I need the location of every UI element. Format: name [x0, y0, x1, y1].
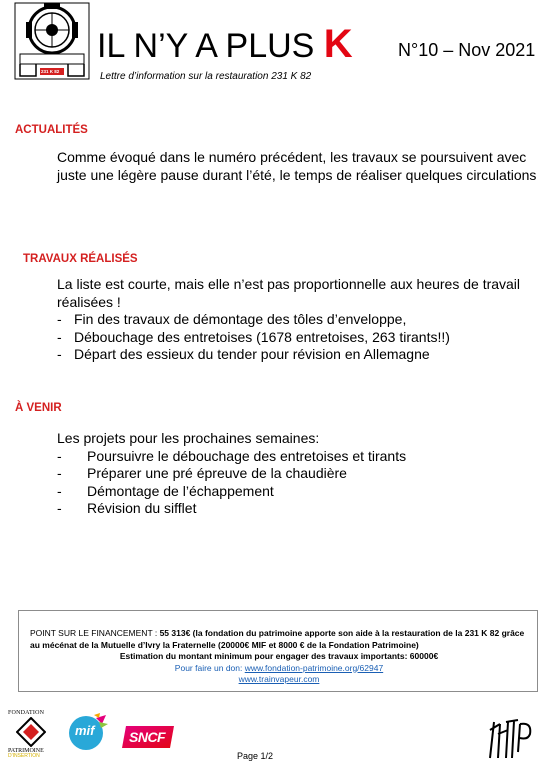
title-k: K: [323, 22, 353, 66]
actualites-text: Comme évoqué dans le numéro précédent, les travaux se poursuivent avec juste une légère pause durant l’été, le temps de réaliser quelques circulations: [57, 149, 537, 183]
avenir-block: [57, 430, 537, 518]
financement-label: POINT SUR LE FINANCEMENT :: [30, 628, 160, 638]
list-item: - Débouchage des entretoises (1678 entretoises, 263 tirants!!): [57, 329, 537, 347]
financement-text: [30, 628, 528, 686]
newsletter-title: [97, 22, 353, 67]
cftvp-logo: [486, 716, 542, 761]
mif-logo-text: mif: [75, 723, 95, 738]
list-item: - Préparer une pré épreuve de la chaudière: [57, 465, 537, 483]
avenir-intro: Les projets pour les prochaines semaines:: [57, 430, 320, 446]
financement-amount: 55 313€: [159, 628, 191, 638]
title-main: IL N’Y A PLUS: [97, 27, 324, 65]
cftvp-logo-text: [486, 716, 489, 717]
loco-plate-text: 231 K 82: [41, 69, 60, 74]
list-item: - Poursuivre le débouchage des entretoises et tirants: [57, 448, 537, 466]
avenir-list: [57, 448, 537, 518]
don-link[interactable]: www.fondation-patrimoine.org/62947: [244, 662, 384, 673]
list-item: - Démontage de l’échappement: [57, 483, 537, 501]
financement-estimation: Estimation du montant minimum pour engager des travaux importants: 60000€: [119, 651, 439, 661]
page-number: Page 1/2: [237, 751, 274, 761]
don-label: Pour faire un don:: [174, 662, 245, 673]
fondation-logo-line1: FONDATION: [8, 710, 45, 716]
don-line: [30, 663, 528, 675]
travaux-intro: La liste est courte, mais elle n’est pas proportionnelle aux heures de travail réalisées !: [57, 276, 521, 310]
section-title-actualites: ACTUALITÉS: [15, 124, 88, 136]
list-item: - Départ des essieux du tender pour révision en Allemagne: [57, 346, 537, 364]
section-title-avenir: À VENIR: [15, 402, 62, 414]
site-link[interactable]: www.trainvapeur.com: [238, 674, 320, 684]
locomotive-logo: [14, 2, 90, 80]
fondation-logo-line3: D'INSERTION: [8, 753, 40, 759]
fondation-logo-line2: PATRIMOINE: [8, 748, 44, 754]
fondation-patrimoine-logo: [8, 710, 58, 762]
travaux-block: [57, 276, 537, 364]
financement-details: (la fondation du patrimoine apporte son aide à la restauration de la 231 K 82 grâce au mécénat de la Mutuelle d’Ivry la Fraternelle (20000€ MIF et 8000 € de la Fondation Patrimoine): [30, 628, 525, 650]
sncf-logo-text: SNCF: [129, 729, 166, 745]
section-title-travaux: TRAVAUX RÉALISÉS: [23, 253, 138, 265]
newsletter-subtitle: Lettre d’information sur la restauration 231 K 82: [100, 71, 312, 82]
sncf-logo: [122, 726, 174, 748]
issue-number: N°10 – Nov 2021: [398, 40, 536, 60]
mif-logo: [66, 712, 110, 752]
site-line: [30, 674, 528, 686]
list-item: - Fin des travaux de démontage des tôles d’enveloppe,: [57, 311, 537, 329]
financement-line1: [30, 628, 528, 651]
travaux-list: [57, 311, 537, 364]
list-item: - Révision du sifflet: [57, 500, 537, 518]
